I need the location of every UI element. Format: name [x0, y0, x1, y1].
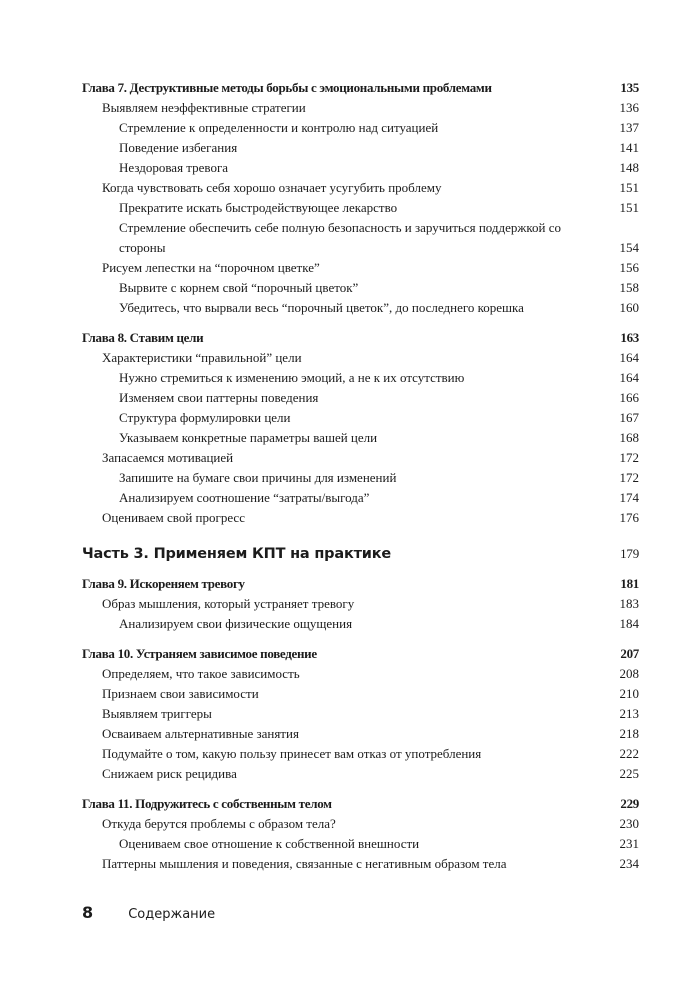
toc-entry — [82, 744, 639, 764]
toc-page-number: 234 — [619, 856, 639, 871]
toc-entry — [82, 468, 639, 488]
toc-title: Нужно стремиться к изменению эмоций, а не к их отсутствию — [119, 370, 465, 385]
toc-title: Глава 9. Искореняем тревогу — [82, 576, 245, 591]
toc-entry — [82, 488, 639, 508]
toc-page-number: 183 — [619, 596, 639, 611]
toc-entry — [82, 218, 639, 258]
toc-chapter — [82, 78, 639, 98]
toc-entry — [82, 448, 639, 468]
toc-page-number: 172 — [619, 470, 639, 485]
toc-entry — [82, 368, 639, 388]
toc-title: Оцениваем свое отношение к собственной внешности — [119, 836, 420, 851]
toc-entry — [82, 258, 639, 278]
toc-page-number: 151 — [619, 180, 639, 195]
toc-page-number: 148 — [619, 160, 639, 175]
toc-page-number: 172 — [619, 450, 639, 465]
toc-page-number: 164 — [619, 370, 639, 385]
toc-title: Признаем свои зависимости — [102, 686, 259, 701]
toc-entry — [82, 834, 639, 854]
toc-title: Глава 11. Подружитесь с собственным телом — [82, 796, 332, 811]
toc-page-number: 208 — [619, 666, 639, 681]
toc-title: Структура формулировки цели — [119, 410, 291, 425]
toc-page-number: 137 — [619, 120, 639, 135]
toc-title: Рисуем лепестки на “порочном цветке” — [102, 260, 320, 275]
toc-title: Глава 8. Ставим цели — [82, 330, 204, 345]
toc-page-number: 174 — [619, 490, 639, 505]
toc-page-number: 167 — [619, 410, 639, 425]
toc-entry — [82, 138, 639, 158]
table-of-contents — [82, 78, 639, 874]
toc-chapter — [82, 644, 639, 664]
toc-page-number: 156 — [619, 260, 639, 275]
toc-entry — [82, 594, 639, 614]
toc-page-number: 151 — [619, 200, 639, 215]
toc-entry — [82, 764, 639, 784]
toc-page-number: 168 — [619, 430, 639, 445]
toc-entry — [82, 408, 639, 428]
toc-entry — [82, 814, 639, 834]
toc-chapter — [82, 794, 639, 814]
toc-page-number: 135 — [620, 80, 639, 95]
toc-title: Прекратите искать быстродействующее лекарство — [119, 200, 398, 215]
toc-entry — [82, 704, 639, 724]
toc-page-number: 229 — [620, 796, 639, 811]
toc-entry — [82, 118, 639, 138]
toc-title: Запасаемся мотивацией — [102, 450, 234, 465]
toc-title: Когда чувствовать себя хорошо означает усугубить проблему — [102, 180, 442, 195]
toc-title: Образ мышления, который устраняет тревогу — [102, 596, 355, 611]
toc-page-number: 218 — [619, 726, 639, 741]
toc-title: Запишите на бумаге свои причины для изменений — [119, 470, 397, 485]
toc-title: Паттерны мышления и поведения, связанные с негативным образом тела — [102, 856, 507, 871]
toc-title: Часть 3. Применяем КПТ на практике — [82, 546, 392, 562]
toc-page-number: 136 — [619, 100, 639, 115]
toc-entry — [82, 428, 639, 448]
toc-entry — [82, 684, 639, 704]
toc-entry — [82, 614, 639, 634]
toc-title: Определяем, что такое зависимость — [102, 666, 300, 681]
toc-title: Характеристики “правильной” цели — [102, 350, 302, 365]
toc-entry — [82, 298, 639, 318]
toc-page-number: 184 — [619, 616, 639, 631]
toc-title: Анализируем соотношение “затраты/выгода” — [119, 490, 370, 505]
toc-title: Подумайте о том, какую пользу принесет вам отказ от употребления — [102, 746, 482, 761]
toc-entry — [82, 178, 639, 198]
toc-page-number: 158 — [619, 280, 639, 295]
toc-entry — [82, 98, 639, 118]
toc-page-number: 210 — [619, 686, 639, 701]
toc-title: Глава 7. Деструктивные методы борьбы с эмоциональными проблемами — [82, 80, 492, 95]
toc-entry — [82, 854, 639, 874]
toc-page-number: 154 — [619, 240, 639, 255]
toc-page-number: 230 — [619, 816, 639, 831]
toc-title: Глава 10. Устраняем зависимое поведение — [82, 646, 317, 661]
toc-page-number: 179 — [620, 546, 639, 561]
toc-page-number: 163 — [620, 330, 639, 345]
toc-title: Нездоровая тревога — [119, 160, 229, 175]
toc-title: Поведение избегания — [119, 140, 238, 155]
toc-page-number: 225 — [619, 766, 639, 781]
toc-page-number: 207 — [620, 646, 639, 661]
toc-title: Выявляем неэффективные стратегии — [102, 100, 306, 115]
page-footer — [82, 903, 215, 922]
toc-title: Анализируем свои физические ощущения — [119, 616, 353, 631]
toc-page-number: 160 — [619, 300, 639, 315]
toc-chapter — [82, 574, 639, 594]
toc-title: Изменяем свои паттерны поведения — [119, 390, 319, 405]
page-number: 8 — [82, 903, 94, 922]
toc-page-number: 176 — [619, 510, 639, 525]
toc-page-number: 166 — [619, 390, 639, 405]
toc-page-number: 213 — [619, 706, 639, 721]
toc-page-number: 231 — [619, 836, 639, 851]
toc-title: Осваиваем альтернативные занятия — [102, 726, 299, 741]
toc-entry — [82, 198, 639, 218]
toc-entry — [82, 388, 639, 408]
toc-title: Указываем конкретные параметры вашей цели — [119, 430, 378, 445]
toc-title: Оцениваем свой прогресс — [102, 510, 245, 525]
toc-page-number: 164 — [619, 350, 639, 365]
toc-entry — [82, 508, 639, 528]
toc-title: Откуда берутся проблемы с образом тела? — [102, 816, 336, 831]
toc-entry — [82, 158, 639, 178]
toc-page-number: 181 — [620, 576, 639, 591]
toc-title: Стремление к определенности и контролю над ситуацией — [119, 120, 439, 135]
toc-title: Убедитесь, что вырвали весь “порочный цветок”, до последнего корешка — [119, 300, 524, 315]
toc-chapter — [82, 328, 639, 348]
toc-page-number: 141 — [619, 140, 639, 155]
toc-entry — [82, 724, 639, 744]
toc-part-heading — [82, 544, 639, 564]
toc-entry — [82, 278, 639, 298]
toc-title: Стремление обеспечить себе полную безопасность и заручиться поддержкой со стороны — [119, 220, 562, 255]
toc-entry — [82, 664, 639, 684]
toc-page-number: 222 — [619, 746, 639, 761]
toc-title: Снижаем риск рецидива — [102, 766, 237, 781]
running-header: Содержание — [128, 907, 216, 922]
toc-entry — [82, 348, 639, 368]
toc-title: Вырвите с корнем свой “порочный цветок” — [119, 280, 359, 295]
toc-title: Выявляем триггеры — [102, 706, 212, 721]
